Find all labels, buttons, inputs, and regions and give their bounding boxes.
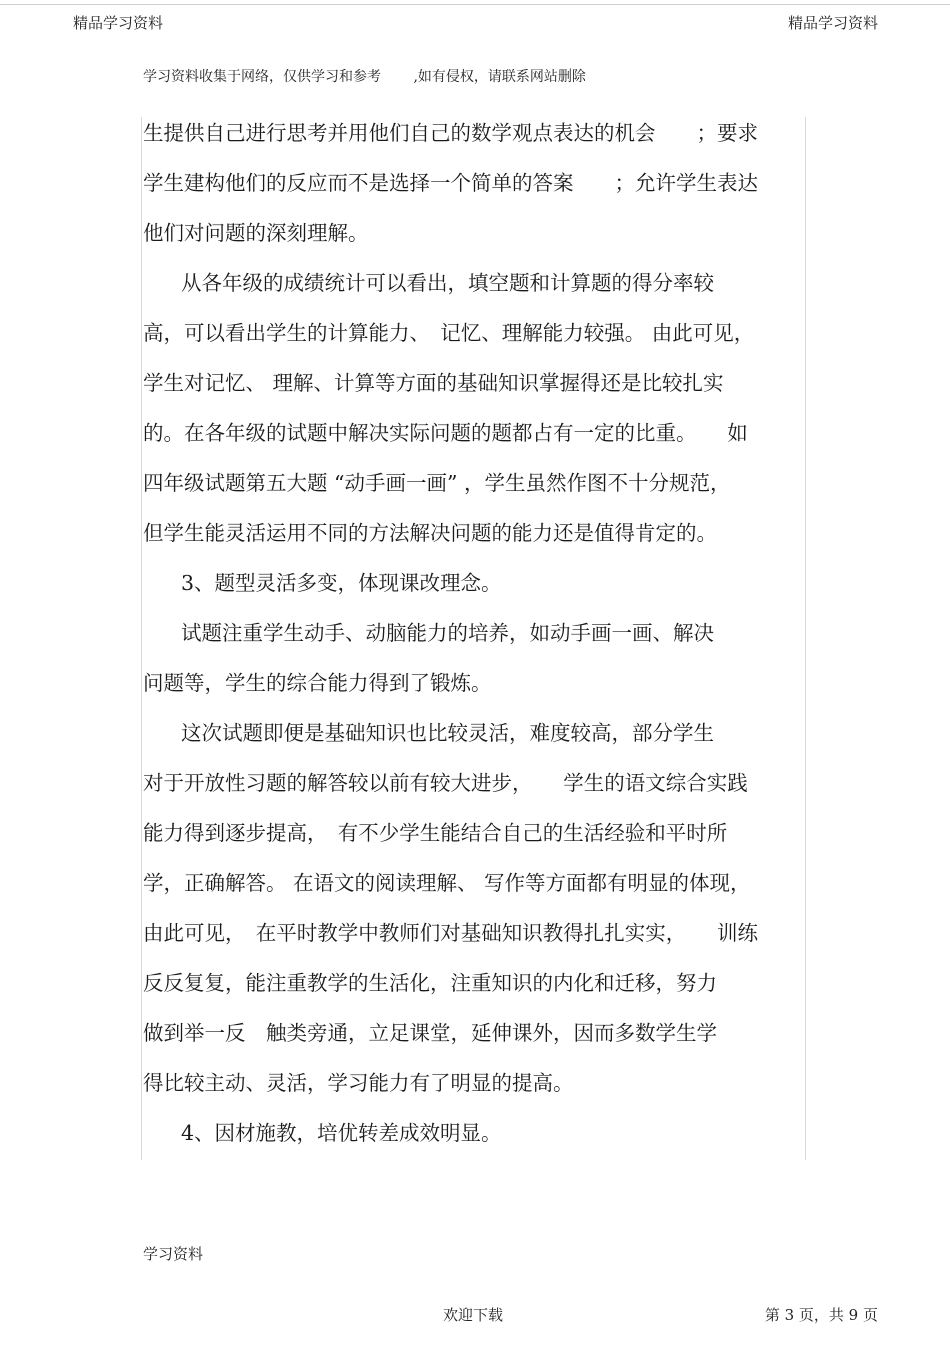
text-line: 做到举一反 触类旁通，立足课堂，延伸课外，因而多数学生学 (143, 1021, 717, 1045)
paragraph-first-line: 这次试题即便是基础知识也比较灵活，难度较高，部分学生 (181, 721, 714, 745)
text-line: 对于开放性习题的解答较以前有较大进步， 学生的语文综合实践 (143, 771, 748, 795)
header-left: 精品学习资料 (73, 14, 164, 32)
footer-center: 欢迎下载 (443, 1306, 504, 1324)
text-line: 得比较主动、灵活，学习能力有了明显的提高。 (143, 1071, 574, 1095)
text-line: 他们对问题的深刻理解。 (143, 221, 369, 245)
notice-text: 学习资料收集于网络，仅供学习和参考 ,如有侵权，请联系网站删除 (143, 69, 586, 85)
section-heading-4: 4、因材施教，培优转差成效明显。 (181, 1121, 502, 1145)
text-line: 但学生能灵活运用不同的方法解决问题的能力还是值得肯定的。 (143, 521, 717, 545)
text-line: 学，正确解答。 在语文的阅读理解、 写作等方面都有明显的体现， (143, 871, 751, 895)
footer-left: 学习资料 (143, 1245, 204, 1263)
text-line: 学生对记忆、 理解、计算等方面的基础知识掌握得还是比较扎实 (143, 371, 724, 395)
paragraph-first-line: 从各年级的成绩统计可以看出，填空题和计算题的得分率较 (181, 271, 714, 295)
text-line: 高，可以看出学生的计算能力、 记忆、理解能力较强。 由此可见， (143, 321, 755, 345)
text-line: 生提供自己进行思考并用他们自己的数学观点表达的机会 ；要求 (143, 121, 758, 145)
text-line: 能力得到逐步提高， 有不少学生能结合自己的生活经验和平时所 (143, 821, 728, 845)
text-line: 由此可见， 在平时教学中教师们对基础知识教得扎扎实实， 训练 (143, 921, 758, 945)
text-line: 问题等，学生的综合能力得到了锻炼。 (143, 671, 492, 695)
text-line: 四年级试题第五大题 “动手画一画” ，学生虽然作图不十分规范， (143, 471, 731, 495)
frame-left-border (141, 117, 142, 1160)
header-right: 精品学习资料 (787, 14, 878, 32)
body-text (143, 120, 807, 1170)
section-heading-3: 3、题型灵活多变，体现课改理念。 (181, 571, 502, 595)
top-rule (0, 4, 950, 5)
paragraph-first-line: 试题注重学生动手、动脑能力的培养，如动手画一画、解决 (181, 621, 714, 645)
text-line: 的。在各年级的试题中解决实际问题的题都占有一定的比重。 如 (143, 421, 748, 445)
text-line: 学生建构他们的反应而不是选择一个简单的答案 ；允许学生表达 (143, 171, 758, 195)
text-line: 反反复复，能注重教学的生活化，注重知识的内化和迁移，努力 (143, 971, 717, 995)
page-number: 第 3 页，共 9 页 (764, 1306, 878, 1324)
